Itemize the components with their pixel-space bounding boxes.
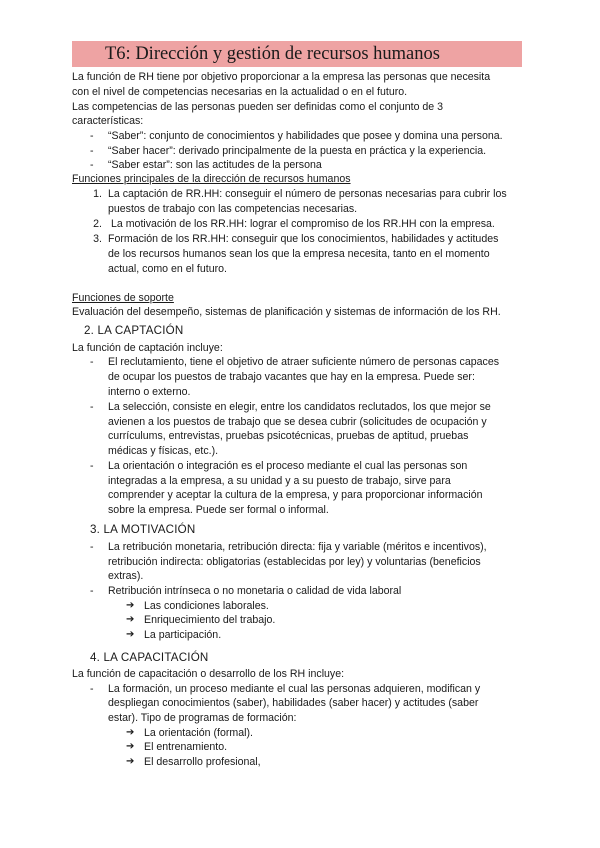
page-title: T6: Dirección y gestión de recursos humanos (105, 44, 440, 64)
list-dash: - (90, 460, 94, 472)
numbered-item-line: Formación de los RR.HH: conseguir que los conocimientos, habilidades y actitudes (108, 233, 499, 245)
intro-line: Las competencias de las personas pueden ser definidas como el conjunto de 3 (72, 101, 444, 113)
list-dash: - (90, 541, 94, 553)
paragraph-line: La función de capacitación o desarrollo de los RH incluye: (72, 668, 345, 680)
section-heading: 4. LA CAPACITACIÓN (90, 651, 209, 664)
paragraph-line: Evaluación del desempeño, sistemas de planificación y sistemas de información de los RH. (72, 306, 501, 318)
section-heading: 3. LA MOTIVACIÓN (90, 523, 196, 536)
list-item-line: integradas a la empresa, a su unidad y a su puesto de trabajo, sirve para (108, 475, 451, 487)
arrow-bullet-icon: ➔ (126, 756, 135, 767)
list-number: 2. (93, 218, 102, 230)
list-item-line: sobre la empresa. Puede ser formal o informal. (108, 504, 329, 516)
section-heading: Funciones de soporte (72, 292, 174, 304)
numbered-item-line: La motivación de los RR.HH: lograr el compromiso de los RR.HH con la empresa. (111, 218, 495, 230)
numbered-item-line: actual, como en el futuro. (108, 263, 227, 275)
intro-line: características: (72, 115, 144, 127)
section-heading: Funciones principales de la dirección de recursos humanos (72, 173, 351, 185)
sub-list-item: La orientación (formal). (144, 727, 253, 739)
list-item-line: extras). (108, 570, 144, 582)
arrow-bullet-icon: ➔ (126, 614, 135, 625)
list-item-line: retribución indirecta: obligatorias (establecidas por ley) y voluntarias (beneficios (108, 556, 481, 568)
list-dash: - (90, 683, 94, 695)
arrow-bullet-icon: ➔ (126, 629, 135, 640)
list-number: 1. (93, 188, 102, 200)
section-heading: 2. LA CAPTACIÓN (84, 324, 184, 337)
competencia-item: “Saber hacer”: derivado principalmente de la puesta en práctica y la experiencia. (108, 145, 487, 157)
sub-list-item: Las condiciones laborales. (144, 600, 269, 612)
list-item-line: interno o externo. (108, 386, 191, 398)
list-dash: - (90, 145, 94, 157)
list-number: 3. (93, 233, 102, 245)
paragraph-line: La función de captación incluye: (72, 342, 223, 354)
list-item-line: La orientación o integración es el proceso mediante el cual las personas son (108, 460, 468, 472)
sub-list-item: La participación. (144, 629, 222, 641)
list-item-line: médicas y físicas, etc.). (108, 445, 219, 457)
numbered-item-line: de los recursos humanos sean los que la empresa necesita, tanto en el momento (108, 248, 490, 260)
arrow-bullet-icon: ➔ (126, 741, 135, 752)
arrow-bullet-icon: ➔ (126, 600, 135, 611)
list-dash: - (90, 356, 94, 368)
list-item-line: La formación, un proceso mediante el cual las personas adquieren, modifican y (108, 683, 481, 695)
list-item-line: de ocupar los puestos de trabajo vacantes que hay en la empresa. Puede ser: (108, 371, 475, 383)
list-item-line: comprender y aceptar la cultura de la empresa, y para proporcionar información (108, 489, 483, 501)
sub-list-item: El entrenamiento. (144, 741, 228, 753)
list-dash: - (90, 159, 94, 171)
list-dash: - (90, 130, 94, 142)
list-dash: - (90, 585, 94, 597)
numbered-item-line: La captación de RR.HH: conseguir el número de personas necesarias para cubrir los (108, 188, 507, 200)
list-item-line: estar). Tipo de programas de formación: (108, 712, 297, 724)
list-item-line: La retribución monetaria, retribución directa: fija y variable (méritos e incentivos), (108, 541, 487, 553)
list-item-line: currículums, entrevistas, pruebas psicotécnicas, pruebas de aptitud, pruebas (108, 430, 469, 442)
intro-line: La función de RH tiene por objetivo proporcionar a la empresa las personas que necesita (72, 71, 491, 83)
intro-line: con el nivel de competencias necesarias en la actualidad o en el futuro. (72, 86, 408, 98)
list-item-line: despliegan conocimientos (saber), habilidades (saber hacer) y actitudes (saber (108, 697, 479, 709)
list-item-line: avienen a los puestos de trabajo que se desea cubrir (solicitudes de ocupación y (108, 416, 487, 428)
list-item-line: La selección, consiste en elegir, entre los candidatos reclutados, los que mejor se (108, 401, 491, 413)
sub-list-item: El desarrollo profesional, (144, 756, 261, 768)
list-item-line: El reclutamiento, tiene el objetivo de atraer suficiente número de personas capaces (108, 356, 500, 368)
competencia-item: “Saber”: conjunto de conocimientos y habilidades que posee y domina una persona. (108, 130, 503, 142)
arrow-bullet-icon: ➔ (126, 727, 135, 738)
list-item-line: Retribución intrínseca o no monetaria o calidad de vida laboral (108, 585, 402, 597)
sub-list-item: Enriquecimiento del trabajo. (144, 614, 276, 626)
list-dash: - (90, 401, 94, 413)
competencia-item: “Saber estar”: son las actitudes de la persona (108, 159, 322, 171)
numbered-item-line: puestos de trabajo con las competencias necesarias. (108, 203, 358, 215)
